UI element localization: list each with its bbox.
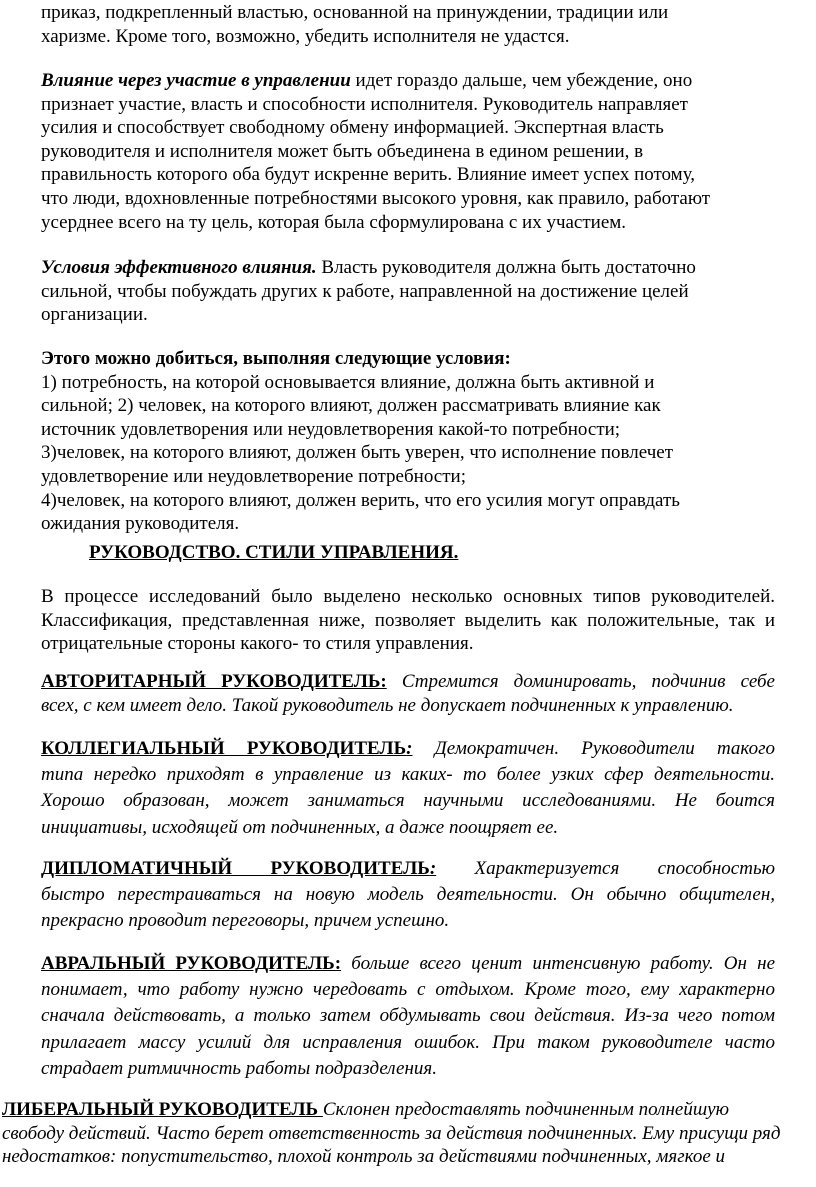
conditions-line: организации.: [41, 304, 148, 326]
participation-line-1-rest: идет гораздо дальше, чем убеждение, оно: [350, 70, 693, 91]
participation-line: усилия и способствует свободному обмену информацией. Экспертная власть: [41, 117, 664, 139]
conditions-line: сильной, чтобы побуждать других к работе, направленной на достижение целей: [41, 280, 689, 302]
conditions-paragraph: [41, 256, 761, 327]
authoritarian-label: АВТОРИТАРНЫЙ РУКОВОДИТЕЛЬ:: [41, 671, 387, 692]
emergency-paragraph: [41, 951, 775, 1082]
requirements-line: 3)человек, на которого влияют, должен быть уверен, что исполнение повлечет: [41, 442, 674, 464]
requirements-heading: Этого можно добиться, выполняя следующие условия:: [41, 348, 511, 369]
authoritarian-line-1: [41, 670, 775, 694]
participation-term: Влияние через участие в управлении: [41, 70, 351, 91]
authoritarian-line: всех, с кем имеет дело. Такой руководитель не допускает подчиненных к управлению.: [41, 694, 734, 716]
participation-line-1: [41, 69, 761, 93]
diplomatic-line-1-rest: Характеризуется способностью: [436, 858, 775, 879]
participation-line: руководителя и исполнителя может быть объединена в едином решении, в: [41, 140, 644, 162]
requirements-line: 1) потребность, на которой основывается влияние, должна быть активной и: [41, 371, 655, 393]
participation-paragraph: [41, 69, 761, 234]
research-line: Классификация, представленная ниже, позволяет выделить как положительные, так и: [41, 609, 775, 631]
collegial-label: КОЛЛЕГИАЛЬНЫЙ РУКОВОДИТЕЛЬ: [41, 738, 407, 759]
emergency-line: прилагает массу усилий для исправления ошибок. При таком руководителе часто: [41, 1031, 775, 1053]
diplomatic-colon: :: [429, 858, 437, 879]
conditions-term: Условия эффективного влияния.: [41, 257, 317, 278]
emergency-line-1: [41, 951, 775, 977]
participation-line: усерднее всего на ту цель, которая была сформулирована с их участием.: [41, 211, 627, 233]
collegial-colon: :: [406, 738, 413, 759]
requirements-line: 4)человек, на которого влияют, должен верить, что его усилия могут оправдать: [41, 489, 680, 511]
participation-line: что люди, вдохновленные потребностями высокого уровня, как правило, работают: [41, 187, 711, 209]
collegial-line: типа нередко приходят в управление из каких- то более узких сфер деятельности.: [41, 764, 775, 786]
diplomatic-paragraph: [41, 856, 775, 935]
intro-line-1: приказ, подкрепленный властью, основанной на принуждении, традиции или: [41, 2, 669, 23]
collegial-line: Хорошо образован, может заниматься научными исследованиями. Не боится: [41, 790, 775, 812]
research-line: отрицательные стороны какого- то стиля управления.: [41, 633, 474, 655]
liberal-label: ЛИБЕРАЛЬНЫЙ РУКОВОДИТЕЛЬ: [2, 1099, 323, 1120]
conditions-line-1: [41, 256, 761, 280]
research-paragraph: [41, 585, 775, 656]
diplomatic-line: быстро перестраиваться на новую модель деятельности. Он обычно общителен,: [41, 884, 775, 906]
requirements-paragraph: [41, 347, 761, 536]
liberal-line-1-rest: Склонен предоставлять подчиненным полнейшую: [322, 1099, 729, 1120]
requirements-line: сильной; 2) человек, на которого влияют, должен рассматривать влияние как: [41, 395, 661, 417]
participation-line: признает участие, власть и способности исполнителя. Руководитель направляет: [41, 93, 688, 115]
collegial-line-1-rest: Демократичен. Руководители такого: [412, 738, 776, 759]
liberal-paragraph: [2, 1098, 810, 1169]
emergency-line-1-rest: больше всего ценит интенсивную работу. Он не: [341, 953, 775, 974]
liberal-line-1: [2, 1098, 810, 1122]
emergency-line: сначала действовать, а только затем обдумывать свои действия. Из-за чего потом: [41, 1005, 775, 1027]
authoritarian-paragraph: [41, 670, 775, 717]
collegial-paragraph: [41, 736, 775, 841]
liberal-line: недостатков: попустительство, плохой контроль за действиями подчиненных, мягкое и: [2, 1146, 726, 1168]
liberal-line: свободу действий. Часто берет ответственность за действия подчиненных. Ему присущи ряд: [2, 1122, 781, 1144]
requirements-line: ожидания руководителя.: [41, 513, 240, 535]
collegial-line: инициативы, исходящей от подчиненных, а даже поощряет ее.: [41, 816, 559, 838]
collegial-line-1: [41, 736, 775, 762]
requirements-line: удовлетворение или неудовлетворение потребности;: [41, 465, 466, 487]
conditions-line-1-rest: Власть руководителя должна быть достаточно: [316, 257, 696, 278]
intro-line-2: харизме. Кроме того, возможно, убедить исполнителя не удастся.: [41, 25, 570, 47]
authoritarian-line-1-rest: Стремится доминировать, подчинив себе: [386, 671, 775, 692]
requirements-line: источник удовлетворения или неудовлетворения какой-то потребности;: [41, 418, 621, 440]
intro-paragraph: [41, 1, 741, 48]
participation-line: правильность которого оба будут искренне верить. Влияние имеет успех потому,: [41, 164, 696, 186]
emergency-line: понимает, что работу нужно чередовать с отдыхом. Кроме того, ему характерно: [41, 979, 775, 1001]
research-line: В процессе исследований было выделено несколько основных типов руководителей.: [41, 586, 775, 607]
emergency-label: АВРАЛЬНЫЙ РУКОВОДИТЕЛЬ:: [41, 953, 342, 974]
section-title: РУКОВОДСТВО. СТИЛИ УПРАВЛЕНИЯ.: [89, 542, 459, 563]
diplomatic-line-1: [41, 856, 775, 882]
emergency-line: страдает ритмичность работы подразделения.: [41, 1057, 437, 1079]
diplomatic-line: прекрасно проводит переговоры, причем успешно.: [41, 910, 450, 932]
diplomatic-label: ДИПЛОМАТИЧНЫЙ РУКОВОДИТЕЛЬ: [41, 858, 430, 879]
